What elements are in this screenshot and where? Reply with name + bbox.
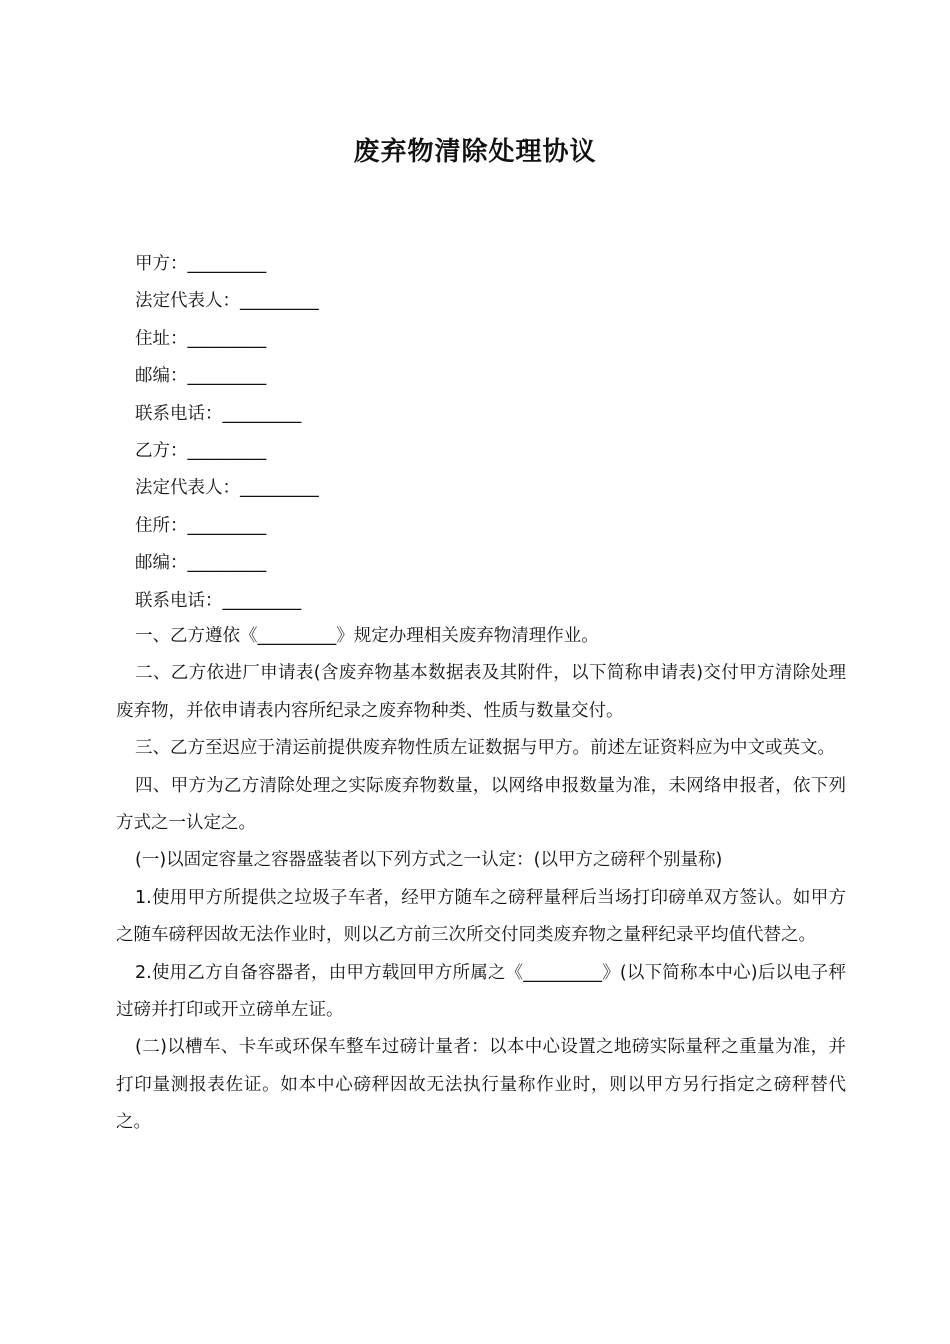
clause-1: 一、乙方遵依《_________》规定办理相关废弃物清理作业。 bbox=[135, 626, 599, 646]
party-a-phone-field: 联系电话：_________ bbox=[135, 403, 302, 424]
party-a-postcode-field: 邮编：_________ bbox=[135, 366, 267, 387]
party-b-phone-field: 联系电话：_________ bbox=[135, 590, 302, 611]
clause-2: 二、乙方依进厂申请表(含废弃物基本数据表及其附件，以下简称申请表)交付甲方清除处理废弃物，并依申请表内容所纪录之废弃物种类、性质与数量交付。 bbox=[116, 663, 846, 721]
party-a-representative-field: 法定代表人：_________ bbox=[135, 291, 319, 312]
party-info-block bbox=[135, 246, 835, 620]
party-a-name-field: 甲方：_________ bbox=[135, 254, 267, 274]
clause-4-sub-1: (一)以固定容量之容器盛装者以下列方式之一认定：(以甲方之磅秤个别量称) bbox=[135, 850, 723, 871]
document-title: 废弃物清除处理协议 bbox=[353, 137, 597, 167]
party-b-postcode-field: 邮编：_________ bbox=[135, 553, 267, 574]
party-a-address-field: 住址：_________ bbox=[135, 328, 267, 349]
clause-4-sub-1-item-1: 1.使用甲方所提供之垃圾子车者，经甲方随车之磅秤量秤后当场打印磅单双方签认。如甲方之随车磅秤因故无法作业时，则以乙方前三次所交付同类废弃物之量秤纪录平均值代替之。 bbox=[116, 887, 846, 946]
clause-4-sub-2: (二)以槽车、卡车或环保车整车过磅计量者：以本中心设置之地磅实际量秤之重量为准，并打印量测报表佐证。如本中心磅秤因故无法执行量称作业时，则以甲方另行指定之磅秤替代之。 bbox=[116, 1037, 846, 1133]
agreement-clauses bbox=[116, 618, 846, 1142]
clause-4-sub-1-item-2: 2.使用乙方自备容器者，由甲方载回甲方所属之《_________》(以下简称本中心)后以电子秤过磅并打印或开立磅单左证。 bbox=[116, 962, 846, 1021]
party-b-name-field: 乙方：_________ bbox=[135, 440, 267, 461]
clause-3: 三、乙方至迟应于清运前提供废弃物性质左证数据与甲方。前述左证资料应为中文或英文。 bbox=[135, 738, 835, 759]
party-b-representative-field: 法定代表人：_________ bbox=[135, 478, 319, 499]
clause-4: 四、甲方为乙方清除处理之实际废弃物数量，以网络申报数量为准，未网络申报者，依下列方式之一认定之。 bbox=[116, 775, 846, 834]
party-b-address-field: 住所：_________ bbox=[135, 515, 267, 536]
